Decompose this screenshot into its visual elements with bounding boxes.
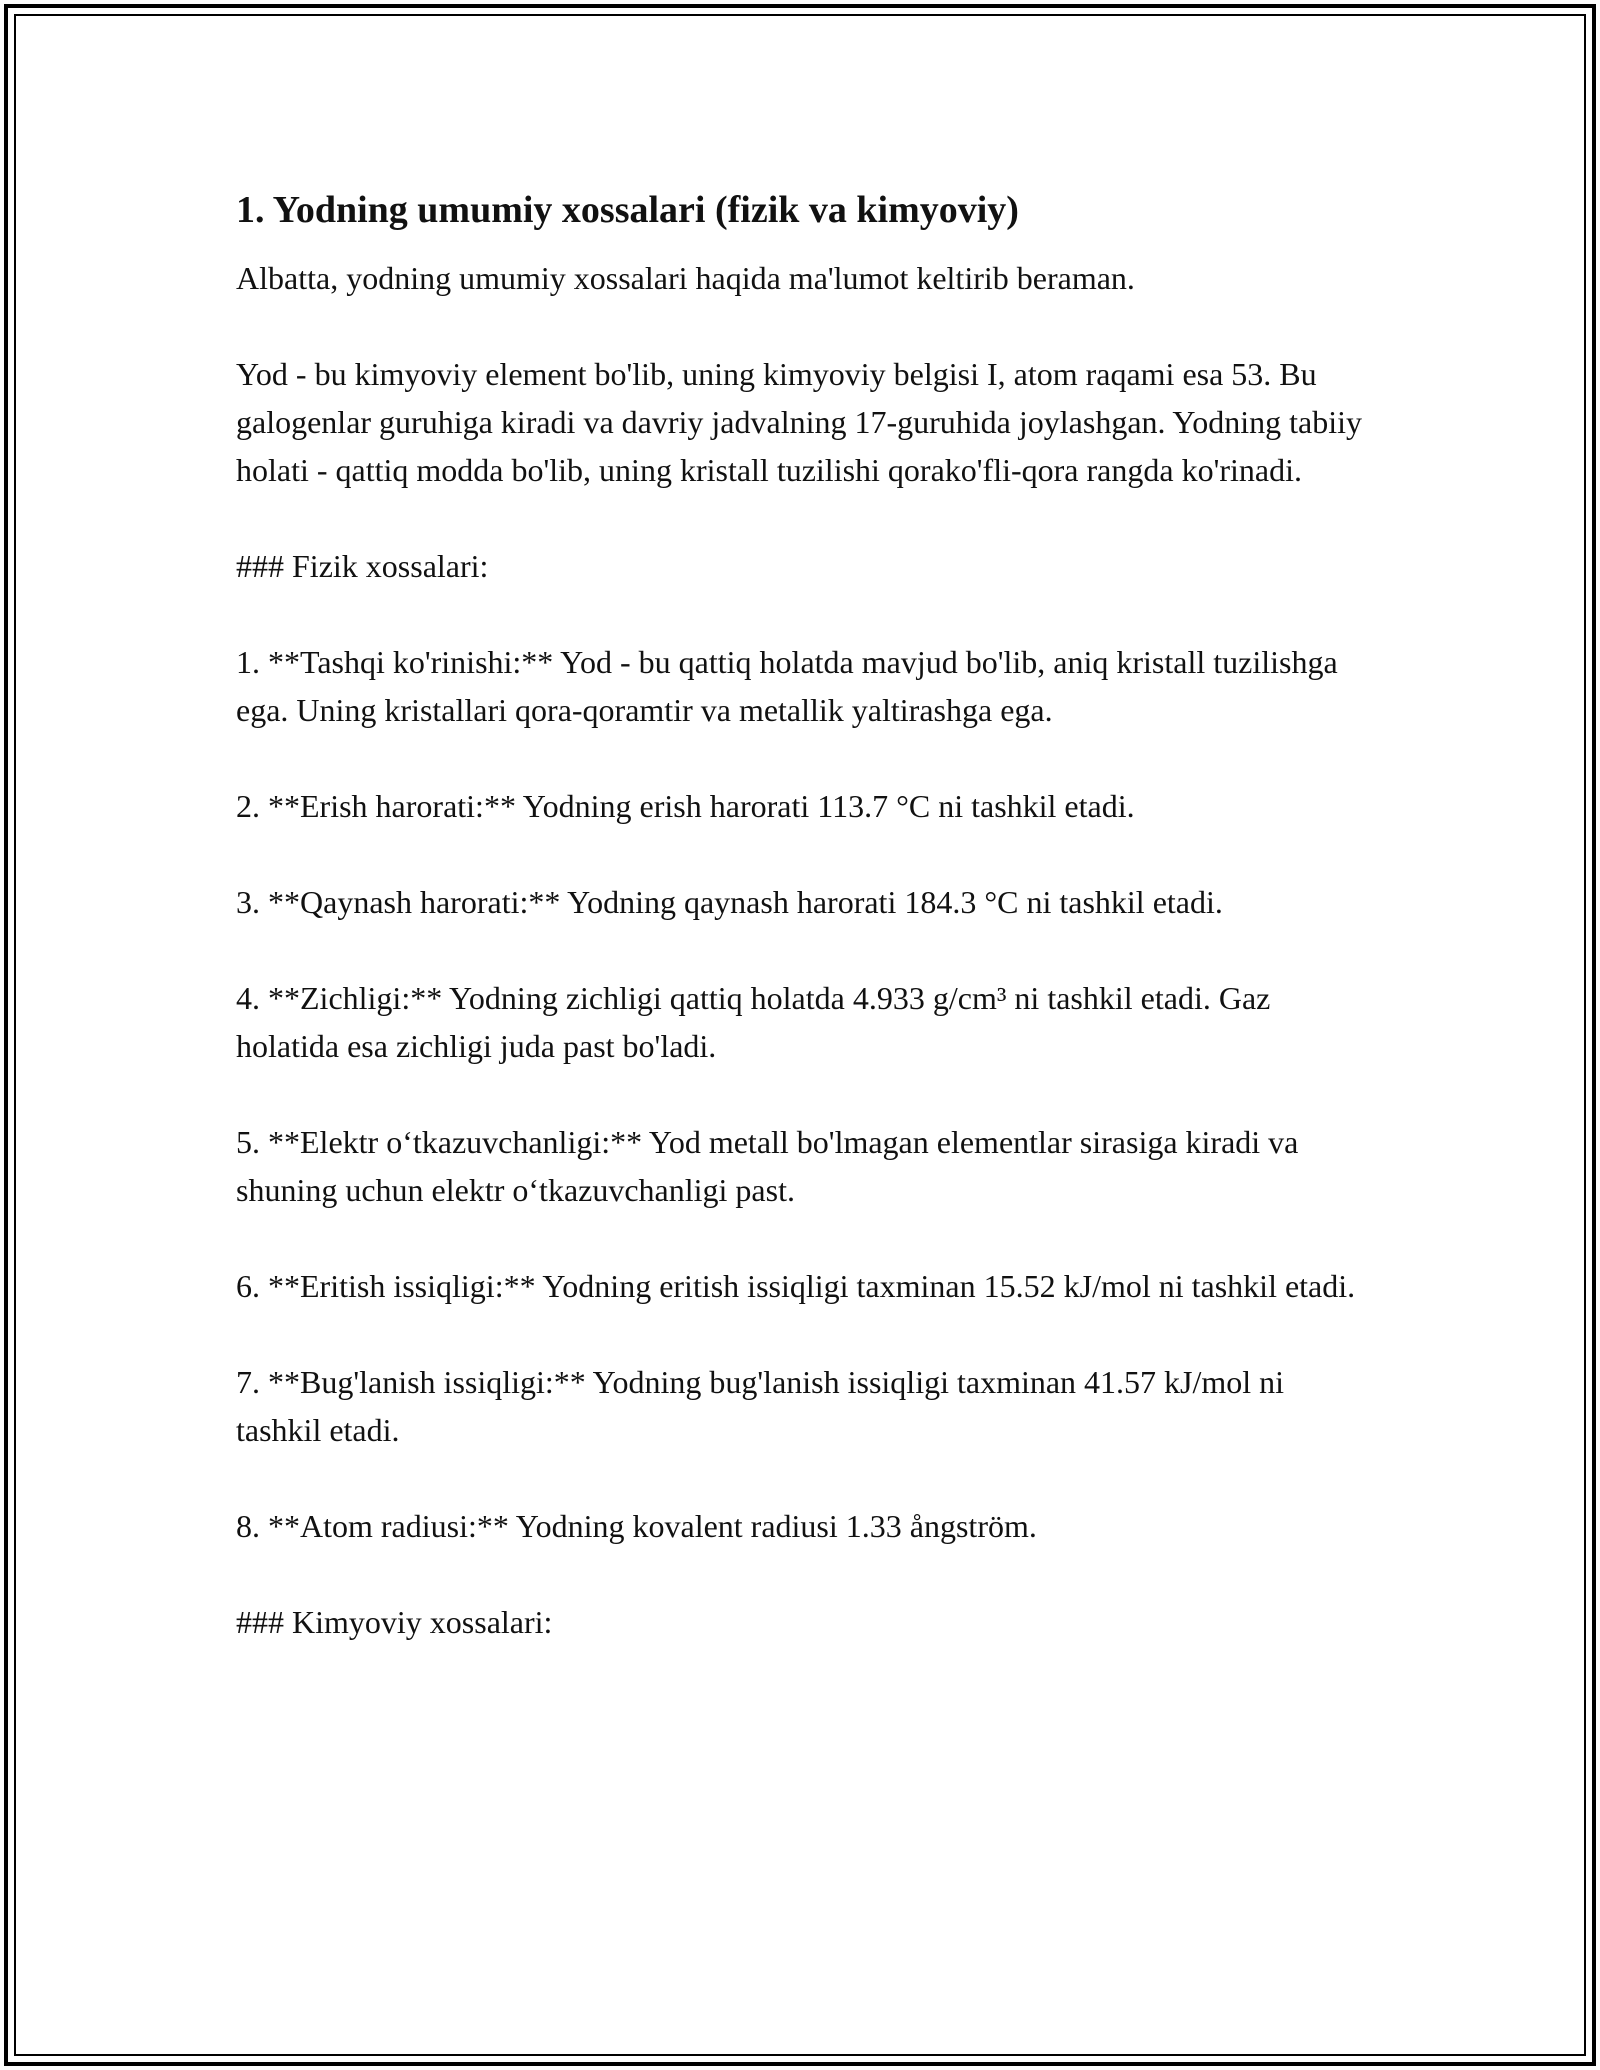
document-body xyxy=(236,186,1366,1694)
chemical-properties-heading: ### Kimyoviy xossalari: xyxy=(236,1604,553,1640)
property-atomic-radius: 8. **Atom radiusi:** Yodning kovalent radiusi 1.33 ångström. xyxy=(236,1508,1037,1544)
property-appearance: 1. **Tashqi ko'rinishi:** Yod - bu qattiq holatda mavjud bo'lib, aniq kristall tuzilishga ega. Uning kristallari qora-qoramtir va metallik yaltirashga ega. xyxy=(236,644,1338,728)
property-melting-point: 2. **Erish harorati:** Yodning erish harorati 113.7 °C ni tashkil etadi. xyxy=(236,788,1135,824)
physical-properties-heading: ### Fizik xossalari: xyxy=(236,548,489,584)
property-density: 4. **Zichligi:** Yodning zichligi qattiq holatda 4.933 g/cm³ ni tashkil etadi. Gaz holatida esa zichligi juda past bo'ladi. xyxy=(236,980,1271,1064)
intro-paragraph: Albatta, yodning umumiy xossalari haqida ma'lumot keltirib beraman. xyxy=(236,260,1135,296)
property-heat-of-fusion: 6. **Eritish issiqligi:** Yodning eritish issiqligi taxminan 15.52 kJ/mol ni tashkil etadi. xyxy=(236,1268,1356,1304)
description-paragraph: Yod - bu kimyoviy element bo'lib, uning kimyoviy belgisi I, atom raqami esa 53. Bu galogenlar guruhiga kiradi va davriy jadvalning 17-guruhida joylashgan. Yodning tabiiy holati - qattiq modda bo'lib, uning kristall tuzilishi qorako'fli-qora rangda ko'rinadi. xyxy=(236,356,1362,488)
document-title: 1. Yodning umumiy xossalari (fizik va kimyoviy) xyxy=(236,189,1019,231)
property-electrical-conductivity: 5. **Elektr o‘tkazuvchanligi:** Yod metall bo'lmagan elementlar sirasiga kiradi va shuning uchun elektr o‘tkazuvchanligi past. xyxy=(236,1124,1299,1208)
property-heat-of-vaporization: 7. **Bug'lanish issiqligi:** Yodning bug'lanish issiqligi taxminan 41.57 kJ/mol ni tashkil etadi. xyxy=(236,1364,1285,1448)
property-boiling-point: 3. **Qaynash harorati:** Yodning qaynash harorati 184.3 °C ni tashkil etadi. xyxy=(236,884,1223,920)
